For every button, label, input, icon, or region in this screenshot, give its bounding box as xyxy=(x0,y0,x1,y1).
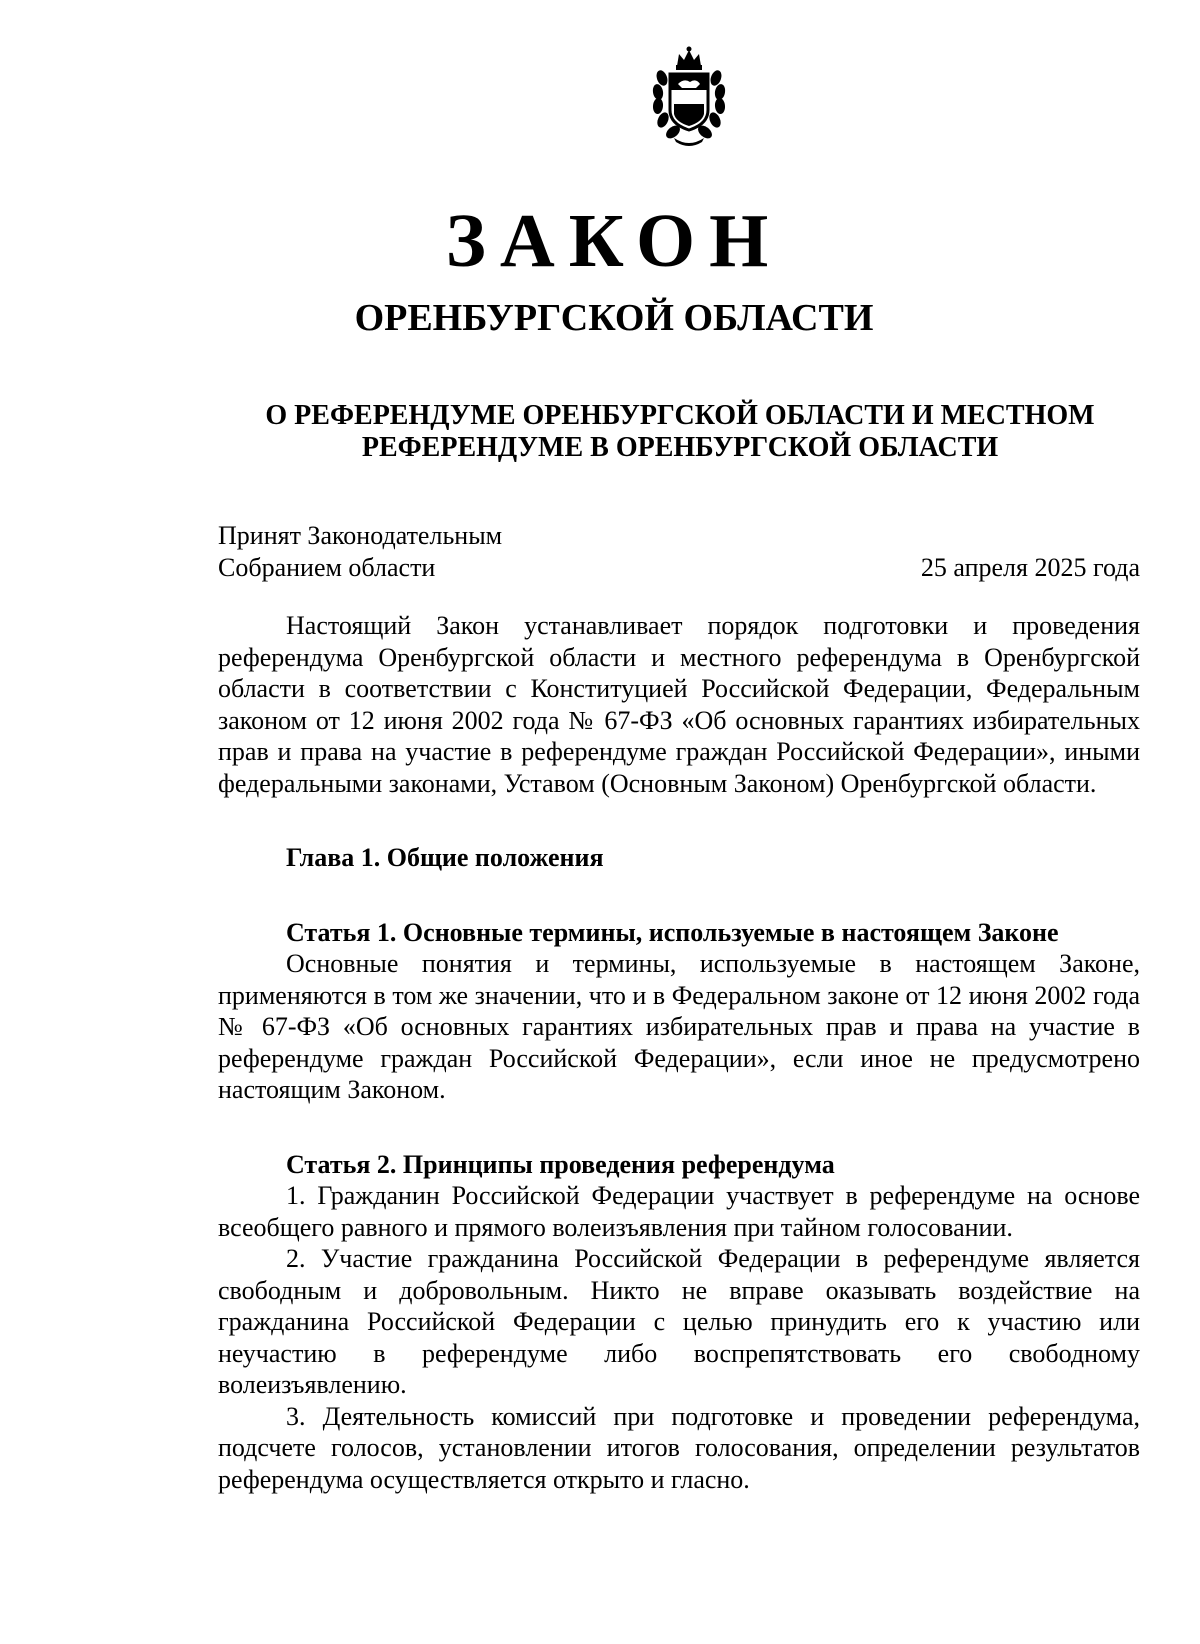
crown-icon xyxy=(676,47,702,71)
document-title xyxy=(220,400,1140,464)
law-heading: ЗАКОН xyxy=(445,199,783,283)
document-title-line-1: О РЕФЕРЕНДУМЕ ОРЕНБУРГСКОЙ ОБЛАСТИ И МЕСТНОМ xyxy=(265,400,1095,431)
adoption-note xyxy=(218,520,502,584)
region-heading: ОРЕНБУРГСКОЙ ОБЛАСТИ xyxy=(354,297,874,339)
document-body xyxy=(218,610,1140,1495)
chapter-1-heading: Глава 1. Общие положения xyxy=(286,843,604,872)
adoption-date: 25 апреля 2025 года xyxy=(920,553,1140,582)
preamble-paragraph: Настоящий Закон устанавливает порядок подготовки и проведения референдума Оренбургской области и местного референдума в Оренбургской области в соответствии с Конституцией Российской Федерации, Федеральным законом от 12 июня 2002 года № 67-ФЗ «Об основных гарантиях избирательных прав и права на участие в референдуме граждан Российской Федерации», иными федеральными законами, Уставом (Основным Законом) Оренбургской области. xyxy=(218,611,1140,798)
adoption-line-1: Принят Законодательным xyxy=(218,521,503,550)
article-2-item-3: 3. Деятельность комиссий при подготовке и проведении референдума, подсчете голосов, установлении итогов голосования, определении результатов референдума осуществляется открыто и гласно. xyxy=(218,1401,1140,1494)
article-1-text: Основные понятия и термины, используемые в настоящем Законе, применяются в том же значении, что и в Федеральном законе от 12 июня 2002 года № 67-ФЗ «Об основных гарантиях избирательных прав и права на участие в референдуме граждан Российской Федерации», если иное не предусмотрено настоящим Законом. xyxy=(218,949,1140,1104)
article-2-item-2: 2. Участие гражданина Российской Федерации в референдуме является свободным и добровольным. Никто не вправе оказывать воздействие на гражданина Российской Федерации с целью принудить его к участию или неучастию в референдуме либо воспрепятствовать его свободному волеизъявлению. xyxy=(218,1244,1140,1399)
oblast-coat-of-arms-icon xyxy=(644,44,734,148)
adoption-line-2: Собранием области xyxy=(218,553,436,582)
article-1-heading: Статья 1. Основные термины, используемые в настоящем Законе xyxy=(286,917,1059,947)
article-2-heading: Статья 2. Принципы проведения референдума xyxy=(286,1149,835,1179)
document-title-line-2: РЕФЕРЕНДУМЕ В ОРЕНБУРГСКОЙ ОБЛАСТИ xyxy=(361,432,999,463)
article-2-item-1: 1. Гражданин Российской Федерации участвует в референдуме на основе всеобщего равного и прямого волеизъявления при тайном голосовании. xyxy=(218,1181,1140,1242)
